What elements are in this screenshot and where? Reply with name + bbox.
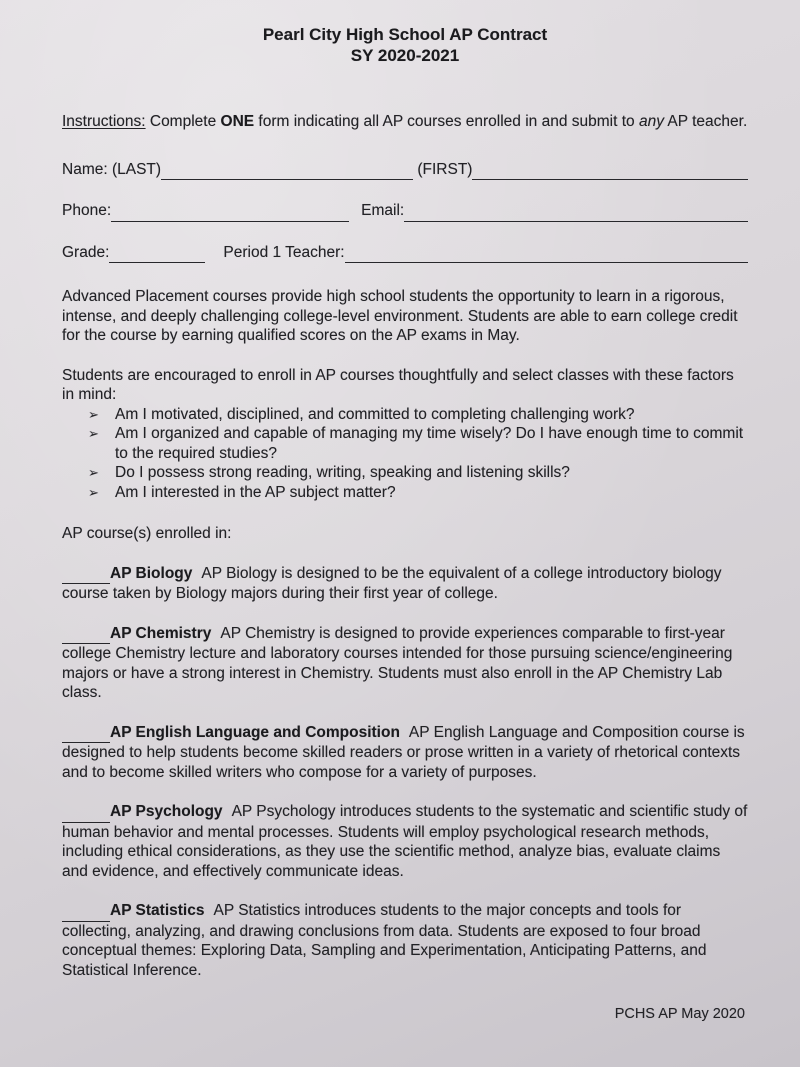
phone-email-row bbox=[62, 201, 748, 222]
course-name: AP Chemistry bbox=[110, 624, 212, 642]
student-info-form bbox=[62, 160, 748, 264]
course-item-ap-chemistry bbox=[62, 624, 748, 703]
course-description: AP English Language and Composition course is designed to help students become skilled readers or prose written in a variety of rhetorical contexts and to become skilled writers who compose for a variety of purposes. bbox=[62, 723, 745, 781]
instructions-text-2: form indicating all AP courses enrolled in and submit to bbox=[254, 113, 639, 130]
grade-field bbox=[109, 243, 205, 264]
factors-list bbox=[62, 405, 748, 503]
instructions-text-1: Complete bbox=[145, 113, 221, 130]
course-select-blank bbox=[62, 624, 110, 645]
course-name: AP Statistics bbox=[110, 902, 205, 919]
course-description: AP Biology is designed to be the equivalent of a college introductory biology course taken by Biology majors during their first year of college. bbox=[62, 564, 722, 602]
arrow-bullet-icon: ➢ bbox=[88, 406, 99, 422]
factor-text: Am I motivated, disciplined, and committed to completing challenging work? bbox=[115, 405, 635, 423]
phone-field bbox=[111, 201, 349, 222]
name-first-label: (FIRST) bbox=[413, 160, 473, 178]
factor-item bbox=[88, 424, 748, 463]
course-select-blank bbox=[62, 723, 110, 744]
course-description: AP Psychology introduces students to the systematic and scientific study of human behavior and mental processes. Students will employ psychological research methods, including ethical considerations, as they use the scientific method, analyze bias, evaluate claims and evidence, and effectively communicate ideas. bbox=[62, 803, 748, 880]
course-item-ap-psychology bbox=[62, 802, 748, 881]
factor-text: Am I organized and capable of managing my time wisely? Do I have enough time to commit to the required studies? bbox=[115, 425, 744, 462]
course-item-ap-statistics bbox=[62, 901, 748, 980]
phone-label: Phone: bbox=[62, 202, 112, 219]
enrolled-heading: AP course(s) enrolled in: bbox=[62, 525, 232, 542]
course-item-ap-biology bbox=[62, 564, 748, 604]
course-select-blank bbox=[62, 802, 110, 823]
title-block bbox=[62, 24, 748, 66]
page-title: Pearl City High School AP Contract bbox=[262, 25, 548, 44]
instructions-paragraph bbox=[62, 112, 748, 132]
instructions-label: Instructions: bbox=[62, 113, 146, 130]
intro-paragraph: Advanced Placement courses provide high school students the opportunity to learn in a rigorous, intense, and deeply challenging college-level environment. Students are able to earn college credit for the course by earning qualified scores on the AP exams in May. bbox=[62, 288, 738, 344]
factor-text: Do I possess strong reading, writing, speaking and listening skills? bbox=[115, 464, 570, 481]
instructions-text-3: AP teacher. bbox=[663, 113, 748, 130]
arrow-bullet-icon: ➢ bbox=[88, 426, 99, 441]
instructions-italic-word: any bbox=[638, 113, 664, 130]
factor-item bbox=[88, 483, 748, 503]
name-last-field bbox=[161, 160, 413, 181]
course-name: AP Psychology bbox=[110, 803, 223, 820]
factors-intro-paragraph: Students are encouraged to enroll in AP courses thoughtfully and select classes with these factors in mind: bbox=[62, 366, 734, 403]
name-last-label: Name: (LAST) bbox=[62, 160, 162, 178]
name-first-field bbox=[472, 160, 748, 181]
factor-item bbox=[88, 463, 748, 483]
grade-teacher-row bbox=[62, 243, 748, 264]
course-item-ap-english bbox=[62, 723, 748, 783]
period1-teacher-label: Period 1 Teacher: bbox=[223, 243, 345, 261]
email-field bbox=[404, 201, 748, 222]
period1-teacher-field bbox=[345, 243, 748, 264]
course-description: AP Statistics introduces students to the major concepts and tools for collecting, analyzing, and drawing conclusions from data. Students are exposed to four broad conceptual themes: Exploring Data, Sampling and Experimentation, Anticipating Patterns, and Statistical Inference. bbox=[62, 902, 707, 979]
grade-label: Grade: bbox=[62, 243, 110, 261]
factor-item bbox=[88, 405, 748, 425]
course-description: AP Chemistry is designed to provide experiences comparable to first-year college Chemistry lecture and laboratory courses intended for those pursuing science/engineering majors or have a strong interest in Chemistry. Students must also enroll in the AP Chemistry Lab class. bbox=[62, 624, 733, 701]
course-name: AP Biology bbox=[110, 564, 193, 582]
course-select-blank bbox=[62, 901, 110, 922]
name-row bbox=[62, 160, 748, 181]
course-name: AP English Language and Composition bbox=[110, 723, 400, 741]
factor-text: Am I interested in the AP subject matter? bbox=[115, 483, 396, 501]
page-subtitle: SY 2020-2021 bbox=[350, 46, 460, 65]
footer-note: PCHS AP May 2020 bbox=[614, 1006, 745, 1022]
arrow-bullet-icon: ➢ bbox=[88, 465, 99, 480]
course-select-blank bbox=[62, 564, 110, 585]
arrow-bullet-icon: ➢ bbox=[88, 484, 99, 500]
email-label: Email: bbox=[361, 202, 405, 219]
instructions-bold-word: ONE bbox=[220, 113, 255, 130]
